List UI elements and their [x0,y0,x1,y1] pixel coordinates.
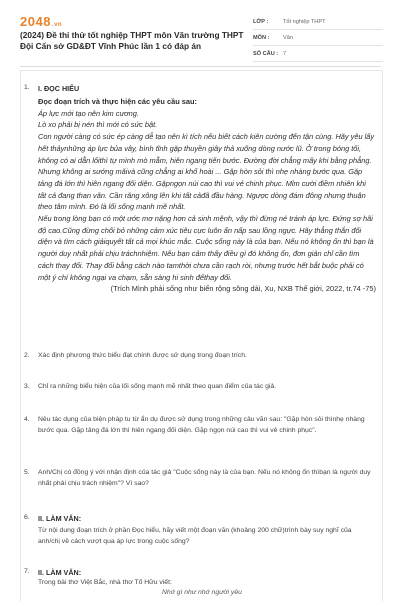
passage-paragraph: Nếu trong lòng bạn có một ước mơ nặng hơn cả sinh mệnh, vậy thì đừng né tránh áp lực. Đứng sợ hãi độ cao.Cũng đừng chối bỏ những cảm xúc tiêu cực luôn ẩn nấp sau lồng ngực. Hãy thẳng thắn đối diện và tìm cách giảiquyết tất cả mọi khúc mắc. Cuộc sống này là của bạn. Nếu nó không ổn thì bạn là người duy nhất phải chịu tráchnhiệm. Nếu bạn cảm thấy điều gì đó không ổn, đơn giản chỉ cần tìm cách thay đổi. Thay đổi bằng cách nào tamthời chưa cần rạch ròi, nhưng trước hết bắt buộc phải có một ý chí không ngại va chạm, sẵn sàng hi sinh đểthay đổi. [38,214,374,282]
question-text: Anh/Chị có đồng ý với nhận định của tác giả "Cuộc sống này là của bạn. Nếu nó không ổn thìbạn là người duy nhất phải chịu trách nhiệm"? Vì sao? [38,469,371,488]
question-number: 6. [24,514,30,521]
passage-paragraph: Áp lực mới tạo nên kim cương. [38,108,139,118]
question-text: Trong bài thơ Việt Bắc, nhà thơ Tố Hữu viết: [38,579,172,586]
page-title: (2024) Đề thi thử tốt nghiệp THPT môn Văn trường THPT Đội Cấn sở GD&ĐT Vĩnh Phúc lần 1 có đáp án [20,30,244,51]
meta-value: Tốt nghiệp THPT [283,18,326,25]
section-heading: I. ĐỌC HIỂU [38,84,80,93]
passage-instruction: Đọc đoạn trích và thực hiện các yêu cầu sau: [38,97,197,106]
meta-row-subject [253,30,383,46]
meta-value: Văn [283,34,293,41]
section-heading: II. LÀM VĂN: [38,568,82,577]
question-number: 7. [24,568,30,575]
question-number: 4. [24,416,30,423]
poem-line: Nhớ gì như nhớ người yêu [162,589,242,596]
meta-row-count [253,46,383,62]
meta-table [253,14,383,62]
logo-suffix: .vn [51,22,63,28]
question-text: Từ nội dung đoạn trích ở phần Đọc hiểu, hãy viết một đoạn văn (khoảng 200 chữ)trình bày suy nghĩ của anh/chị về cách vượt qua áp lực trong cuộc sống? [38,527,352,546]
passage-source: (Trích Mình phải sống như biển rộng sông dài, Xu, NXB Thế giới, 2022, tr.74 -75) [110,284,376,294]
question-number: 5. [24,469,30,476]
question-number: 3. [24,383,30,390]
meta-key: LỚP : [253,18,269,25]
question-text: Chỉ ra những biểu hiện của lối sống mạnh mẽ nhất theo quan điểm của tác giả. [38,383,277,390]
question-text: Xác định phương thức biểu đạt chính được sử dụng trong đoạn trích. [38,352,247,359]
header-divider [20,66,381,67]
logo-text: 2048 [20,14,51,29]
site-logo[interactable] [20,14,62,29]
meta-row-class [253,14,383,30]
page-header [0,0,400,62]
meta-key: MÔN : [253,34,270,41]
question-number: 1. [24,84,30,91]
question-text: Nêu tác dụng của biện pháp tu từ ẩn dụ được sử dụng trong những câu văn sau: "Gặp hòn sỏi thìnhẹ nhàng bước qua. Gặp tảng đá lớn thì hiên ngang đối diện. Gặp ngọn núi cao thì vui vẻ chinh phục". [38,416,365,435]
passage-paragraph: Con người càng có sức ép càng dễ tạo nên kì tích nếu biết cách kiên cường đến tận cùng. Hãy yêu lấy hết thảynhững áp lực bủa vây, bình tĩnh gặp thuyền giây thả xuống dòng nước lũ. Ở trong bóng tối, không có ai dẫn lốithì tự mình mò mẫm, hiên ngang tiến bước. Đường đời chẳng mấy khi bằng phẳng. Nhưng không ai sướng mãivà cũng chẳng ai khổ hoài ... Gặp hòn sỏi thì nhẹ nhàng bước qua. Gặp tảng đá lớn thì hiên ngang đối diện. Gặpngọn núi cao thì vui vẻ chinh phục. Mỉm cười điềm nhiên khi tất cả đang than vãn. Cần răng xông lên khi tất cảđã đầu hàng. Ngược dòng đám đông nhưng thuận theo tâm mình. Đó là lối sống mạnh mẽ nhất. [38,132,375,212]
section-heading: II. LÀM VĂN: [38,514,82,523]
reading-passage [38,96,376,295]
meta-value: 7 [283,50,287,57]
passage-paragraph: Lò xo phải bị nén thì mới có sức bật. [38,120,158,130]
question-number: 2. [24,352,30,359]
meta-key: SỐ CÂU : [253,50,279,57]
